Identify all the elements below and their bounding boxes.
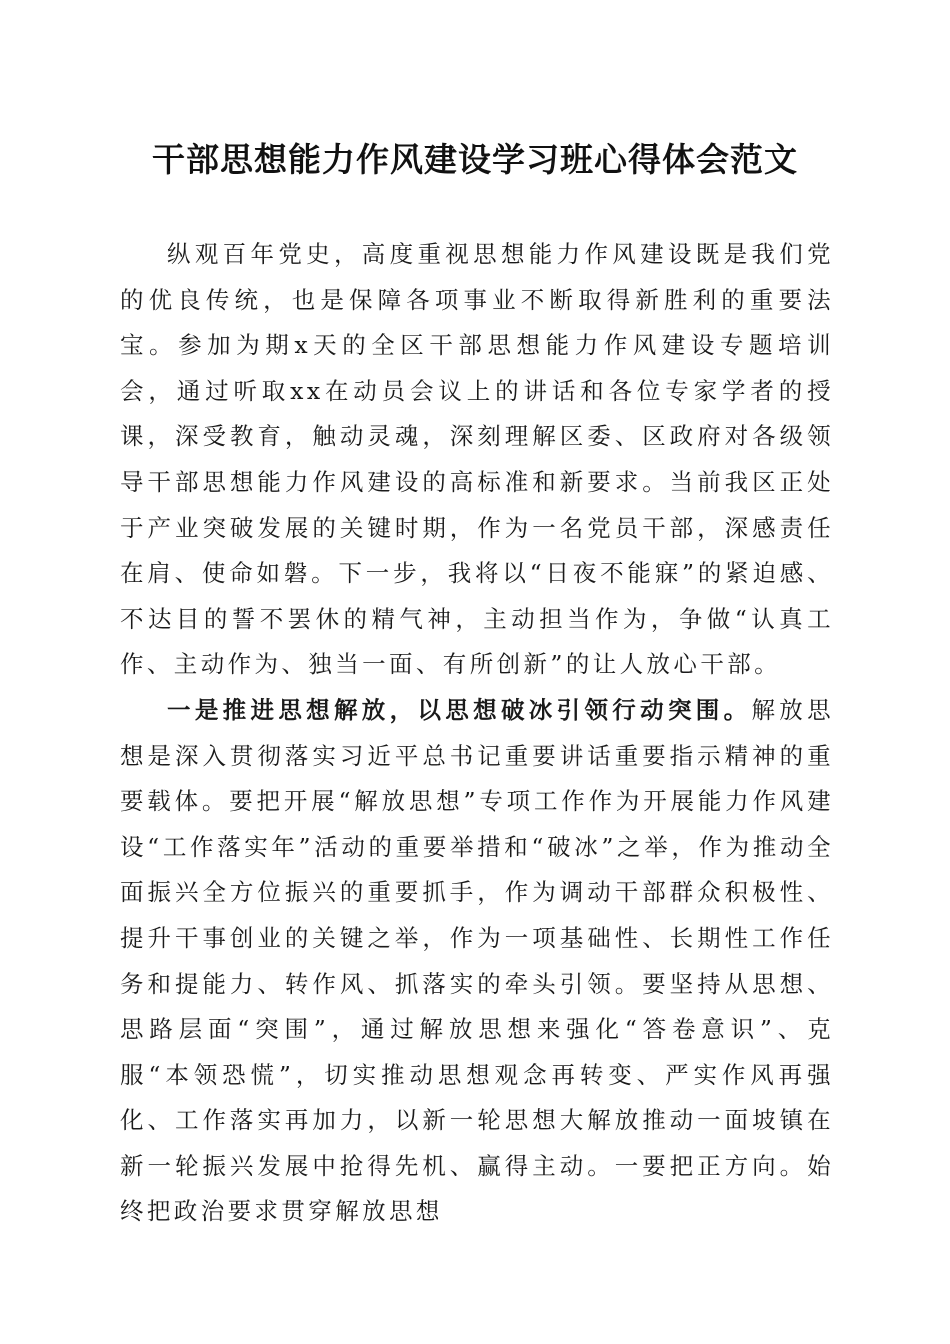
paragraph-point-one	[120, 688, 834, 1235]
paragraph-point-one-text: 解放思想是深入贯彻落实习近平总书记重要讲话重要指示精神的重要载体。要把开展“解放思想”专项工作作为开展能力作风建设“工作落实年”活动的重要举措和“破冰”之举，作为推动全面振兴全方位振兴的重要抓手，作为调动干部群众积极性、提升干事创业的关键之举，作为一项基础性、长期性工作任务和提能力、转作风、抓落实的牵头引领。要坚持从思想、思路层面“突围”，通过解放思想来强化“答卷意识”、克服“本领恐慌”，切实推动思想观念再转变、严实作风再强化、工作落实再加力，以新一轮思想大解放推动一面坡镇在新一轮振兴发展中抢得先机、赢得主动。一要把正方向。始终把政治要求贯穿解放思想	[120, 695, 834, 1226]
paragraph-intro-text: 纵观百年党史，高度重视思想能力作风建设既是我们党的优良传统，也是保障各项事业不断取得新胜利的重要法宝。参加为期x天的全区干部思想能力作风建设专题培训会，通过听取xx在动员会议上的讲话和各位专家学者的授课，深受教育，触动灵魂，深刻理解区委、区政府对各级领导干部思想能力作风建设的高标准和新要求。当前我区正处于产业突破发展的关键时期，作为一名党员干部，深感责任在肩、使命如磐。下一步，我将以“日夜不能寐”的紧迫感、不达目的誓不罢休的精气神，主动担当作为，争做“认真工作、主动作为、独当一面、有所创新”的让人放心干部。	[120, 240, 834, 679]
paragraph-point-one-heading: 一是推进思想解放，以思想破冰引领行动突围。	[167, 695, 752, 724]
document-body	[120, 232, 834, 1235]
document-title: 干部思想能力作风建设学习班心得体会范文	[152, 140, 798, 179]
paragraph-intro	[120, 232, 834, 688]
